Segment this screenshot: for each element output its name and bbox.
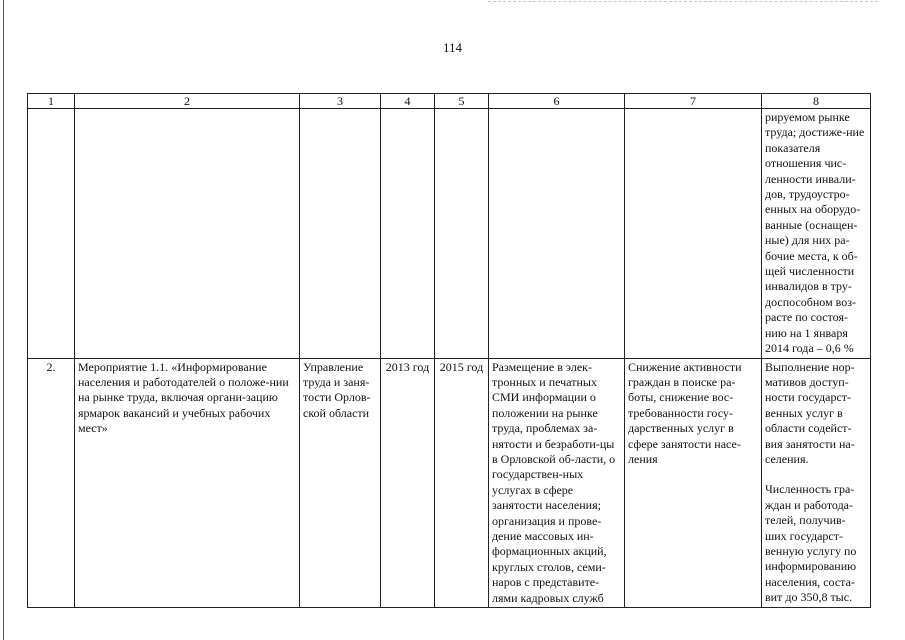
program-measures-table: [27, 93, 871, 608]
indicators-paragraph-2: Численность гра-ждан и работода-телей, получив-ших государст-венную услугу по информированию населения, соста-вит до 350,8 тыс.: [765, 482, 857, 605]
cell-empty: [28, 109, 75, 359]
header-col-4: 4: [381, 94, 435, 109]
cell-empty: [381, 109, 435, 359]
cell-empty: [300, 109, 381, 359]
indicators-paragraph-1: Выполнение нор-мативов доступ-ности государст-венных услуг в области содейст-вия занятости на-селения.: [765, 359, 855, 466]
header-row: [28, 94, 871, 109]
header-col-1: 1: [28, 94, 75, 109]
cell-start-year: 2013 год: [381, 358, 435, 608]
cell-end-year: 2015 год: [435, 358, 489, 608]
cell-consequences: Снижение активности граждан в поиске ра-боты, снижение вос-требованности госу-дарственных услуг в сфере занятости насе-ления: [625, 358, 762, 608]
cell-measure-content: Размещение в элек-тронных и печатных СМИ информации о положении на рынке труда, проблемах за-нятости и безработи-цы в Орловской об-ласти, о государствен-ных услугах в сфере занятости населения; организация и прове-дение массовых ин-формационных акций, круглых столов, семи-наров с представите-лями кадровых служб: [489, 358, 625, 608]
paragraph-gap: [765, 467, 867, 482]
cell-empty: [625, 109, 762, 359]
cell-measure-name: Мероприятие 1.1. «Информирование населения и работодателей о положе-нии на рынке труда, включая органи-зацию ярмарок вакансий и учебных рабочих мест»: [75, 358, 300, 608]
header-col-8: 8: [762, 94, 871, 109]
cell-empty: [75, 109, 300, 359]
cell-executor: Управление труда и заня-тости Орлов-ской области: [300, 358, 381, 608]
header-col-5: 5: [435, 94, 489, 109]
header-col-3: 3: [300, 94, 381, 109]
header-col-7: 7: [625, 94, 762, 109]
table-row: [28, 358, 871, 608]
cell-empty: [435, 109, 489, 359]
page-number: 114: [442, 40, 463, 55]
cell-indicators: [762, 358, 871, 608]
cell-empty: [489, 109, 625, 359]
scan-artifact-line: [488, 1, 878, 2]
scan-margin-line: [3, 0, 4, 640]
table-row-continuation: [28, 109, 871, 359]
cell-row-number: 2.: [28, 358, 75, 608]
header-col-2: 2: [75, 94, 300, 109]
header-col-6: 6: [489, 94, 625, 109]
cell-indicators-continued: рируемом рынке труда; достиже-ние показателя отношения чис-ленности инвали-дов, трудоустро-енных на оборудо-ванные (оснащен-ные) для них ра-бочие места, к об-щей численности инвалидов в тру-доспособном воз-расте по состоя-нию на 1 января 2014 года – 0,6 %: [762, 109, 871, 359]
